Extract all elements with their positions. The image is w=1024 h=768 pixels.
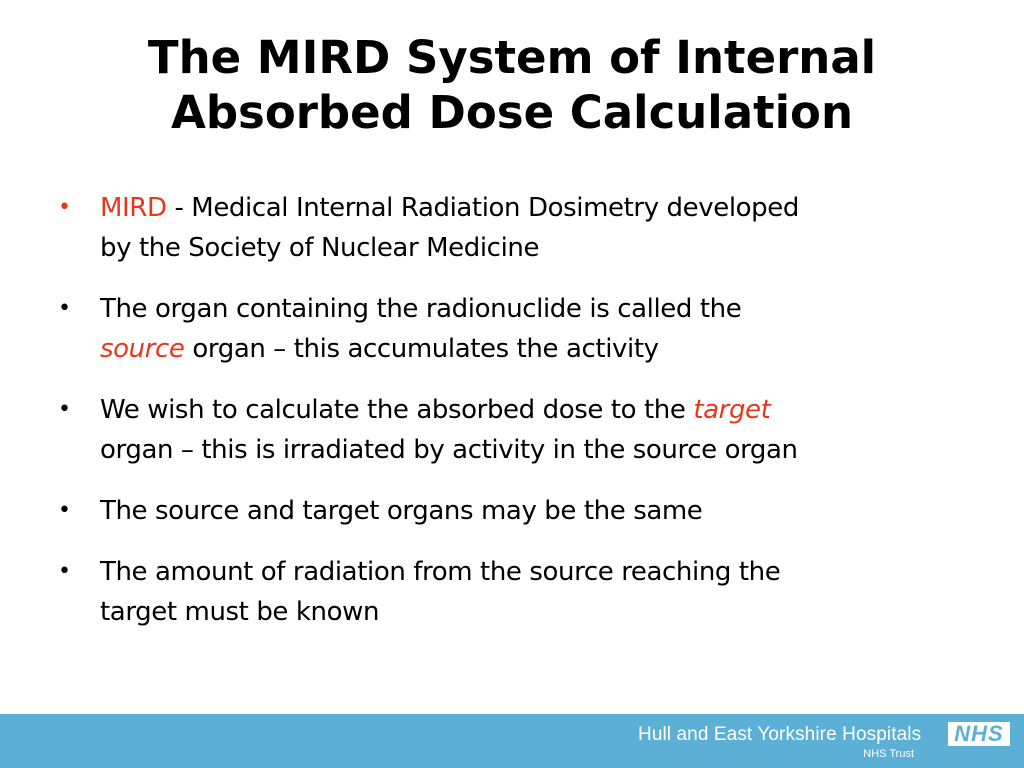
- bullet-line: target must be known: [100, 597, 380, 627]
- slide-title: [40, 30, 984, 140]
- bullet-glyph: •: [58, 397, 71, 422]
- bullet-glyph: •: [58, 498, 71, 523]
- footer-bar: [0, 714, 1024, 768]
- bullet-line: [100, 390, 988, 430]
- bullet-line: [100, 329, 988, 369]
- org-subtitle: NHS Trust: [863, 748, 914, 760]
- bullet-glyph: •: [58, 296, 71, 321]
- title-line-1: The MIRD System of Internal: [147, 31, 877, 84]
- term-source: source: [100, 334, 185, 364]
- title-line-2: Absorbed Dose Calculation: [171, 86, 853, 139]
- bullet-item-radiation-amount: [58, 552, 988, 632]
- bullet-glyph: •: [58, 559, 71, 584]
- nhs-logo-icon: NHS: [948, 722, 1010, 746]
- bullet-item-target-organ: [58, 390, 988, 470]
- bullet-line: The amount of radiation from the source reaching the: [100, 557, 781, 587]
- bullet-line: by the Society of Nuclear Medicine: [100, 233, 540, 263]
- bullet-line: The organ containing the radionuclide is called the: [100, 294, 742, 324]
- bullet-item-mird: [58, 188, 988, 268]
- bullet-line: organ – this is irradiated by activity in the source organ: [100, 435, 798, 465]
- bullet-item-source-organ: [58, 289, 988, 369]
- bullet-item-same-organs: [58, 491, 988, 531]
- term-target: target: [693, 395, 771, 425]
- org-name: Hull and East Yorkshire Hospitals: [638, 724, 922, 745]
- bullet-text: organ – this accumulates the activity: [184, 334, 659, 364]
- bullet-list: [58, 188, 988, 653]
- bullet-line: [100, 188, 988, 228]
- bullet-text: - Medical Internal Radiation Dosimetry developed: [166, 193, 799, 223]
- bullet-glyph: •: [58, 195, 71, 220]
- term-mird: MIRD: [100, 193, 167, 223]
- bullet-line: The source and target organs may be the same: [100, 496, 703, 526]
- bullet-text: We wish to calculate the absorbed dose to the: [100, 395, 694, 425]
